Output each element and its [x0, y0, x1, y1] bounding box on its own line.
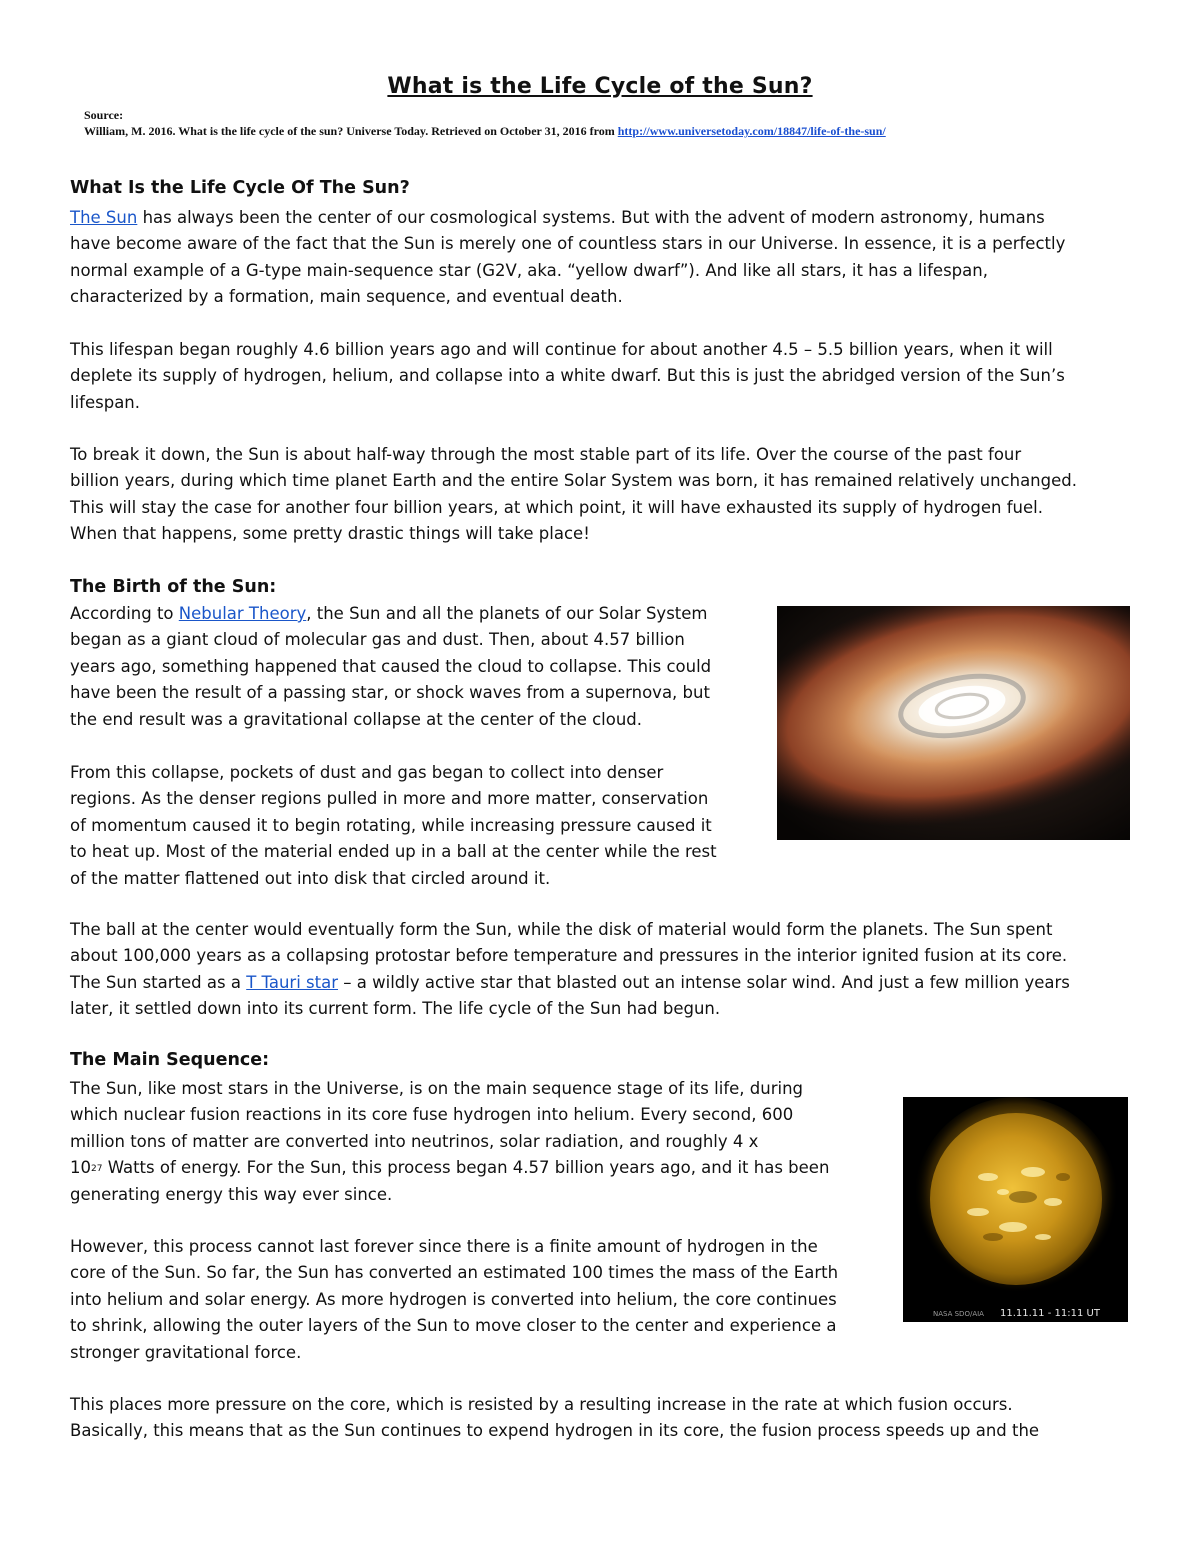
citation-text: William, M. 2016. What is the life cycle of the sun? Universe Today. Retrieved on October 31, 2016 from	[84, 124, 618, 138]
heading-life-cycle: What Is the Life Cycle Of The Sun?	[70, 178, 410, 198]
sun-caption-right: 11.11.11 - 11:11 UT	[1000, 1308, 1100, 1319]
source-label: Source:	[84, 108, 124, 122]
link-the-sun[interactable]: The Sun	[70, 208, 138, 227]
heading-birth: The Birth of the Sun:	[70, 577, 277, 597]
sun-caption-left: NASA SDO/AIA	[933, 1310, 984, 1318]
paragraph-main-sequence: The Sun, like most stars in the Universe, is on the main sequence stage of its life, during which nuclear fusion reactions in its core fuse hydrogen into helium. Every second, 600 million tons of matter are converted into neutrinos, solar radiation, and roughly 4 x $10^{27}$ Watts of energy. For the Sun, this process began 4.57 billion years ago, and it has been generating energy this way ever since.	[70, 1079, 830, 1204]
link-t-tauri-star[interactable]: T Tauri star	[246, 972, 339, 992]
paragraph-pressure: This places more pressure on the core, which is resisted by a resulting increase in the rate at which fusion occurs. Basically, this means that as the Sun continues to expend hydrogen in its core, the fusion process speeds up and the	[70, 1395, 1040, 1441]
document-title: What is the Life Cycle of the Sun?	[387, 74, 813, 99]
paragraph-lifespan: This lifespan began roughly 4.6 billion years ago and will continue for about another 4.5 – 5.5 billion years, when it will deplete its supply of hydrogen, helium, and collapse into a white dwarf. But this is just the abridged version of the Sun’s lifespan.	[70, 340, 1065, 412]
protoplanetary-disk-image	[777, 606, 1130, 840]
exponent: 27	[91, 1164, 103, 1175]
source-citation	[84, 124, 886, 139]
heading-main-sequence: The Main Sequence:	[70, 1050, 270, 1070]
paragraph-intro: The Sun has always been the center of our cosmological systems. But with the advent of modern astronomy, humans have become aware of the fact that the Sun is merely one of countless stars in our Universe. In essence, it is a perfectly normal example of a G-type main-sequence star (G2V, aka. “yellow dwarf”). And like all stars, it has a lifespan, characterized by a formation, main sequence, and eventual death.	[70, 208, 1066, 307]
paragraph-collapse: From this collapse, pockets of dust and gas began to collect into denser regions. As the denser regions pulled in more and more matter, conservation of momentum caused it to begin rotating, while increasing pressure caused it to heat up. Most of the material ended up in a ball at the center while the rest of the matter flattened out into disk that circled around it.	[70, 763, 717, 888]
paragraph-breakdown: To break it down, the Sun is about half-way through the most stable part of its life. Over the course of the past four billion years, during which time planet Earth and the entire Solar System was born, it has remained relatively unchanged. This will stay the case for another four billion years, at which point, it will have exhausted its supply of hydrogen fuel. When that happens, some pretty drastic things will take place!	[70, 445, 1077, 544]
nebula-illustration	[777, 606, 1130, 840]
sun-illustration	[903, 1097, 1128, 1322]
sun-image	[903, 1097, 1128, 1322]
paragraph-finite-hydrogen: However, this process cannot last forever since there is a finite amount of hydrogen in the core of the Sun. So far, the Sun has converted an estimated 100 times the mass of the Earth into helium and solar energy. As more hydrogen is converted into helium, the core continues to shrink, allowing the outer layers of the Sun to move closer to the center and experience a stronger gravitational force.	[70, 1237, 839, 1362]
paragraph-protostar: The ball at the center would eventually form the Sun, while the disk of material would form the planets. The Sun spent about 100,000 years as a collapsing protostar before temperature and pressures in the interior ignited fusion at its core. The Sun started as a T Tauri star – a wildly active star that blasted out an intense solar wind. And just a few million years later, it settled down into its current form. The life cycle of the Sun had begun.	[70, 920, 1070, 1019]
citation-link[interactable]: http://www.universetoday.com/18847/life-of-the-sun/	[617, 124, 886, 138]
paragraph-nebular: According to Nebular Theory, the Sun and all the planets of our Solar System began as a giant cloud of molecular gas and dust. Then, about 4.57 billion years ago, something happened that caused the cloud to collapse. This could have been the result of a passing star, or shock waves from a supernova, but the end result was a gravitational collapse at the center of the cloud.	[70, 604, 712, 729]
link-nebular-theory[interactable]: Nebular Theory	[178, 604, 307, 623]
